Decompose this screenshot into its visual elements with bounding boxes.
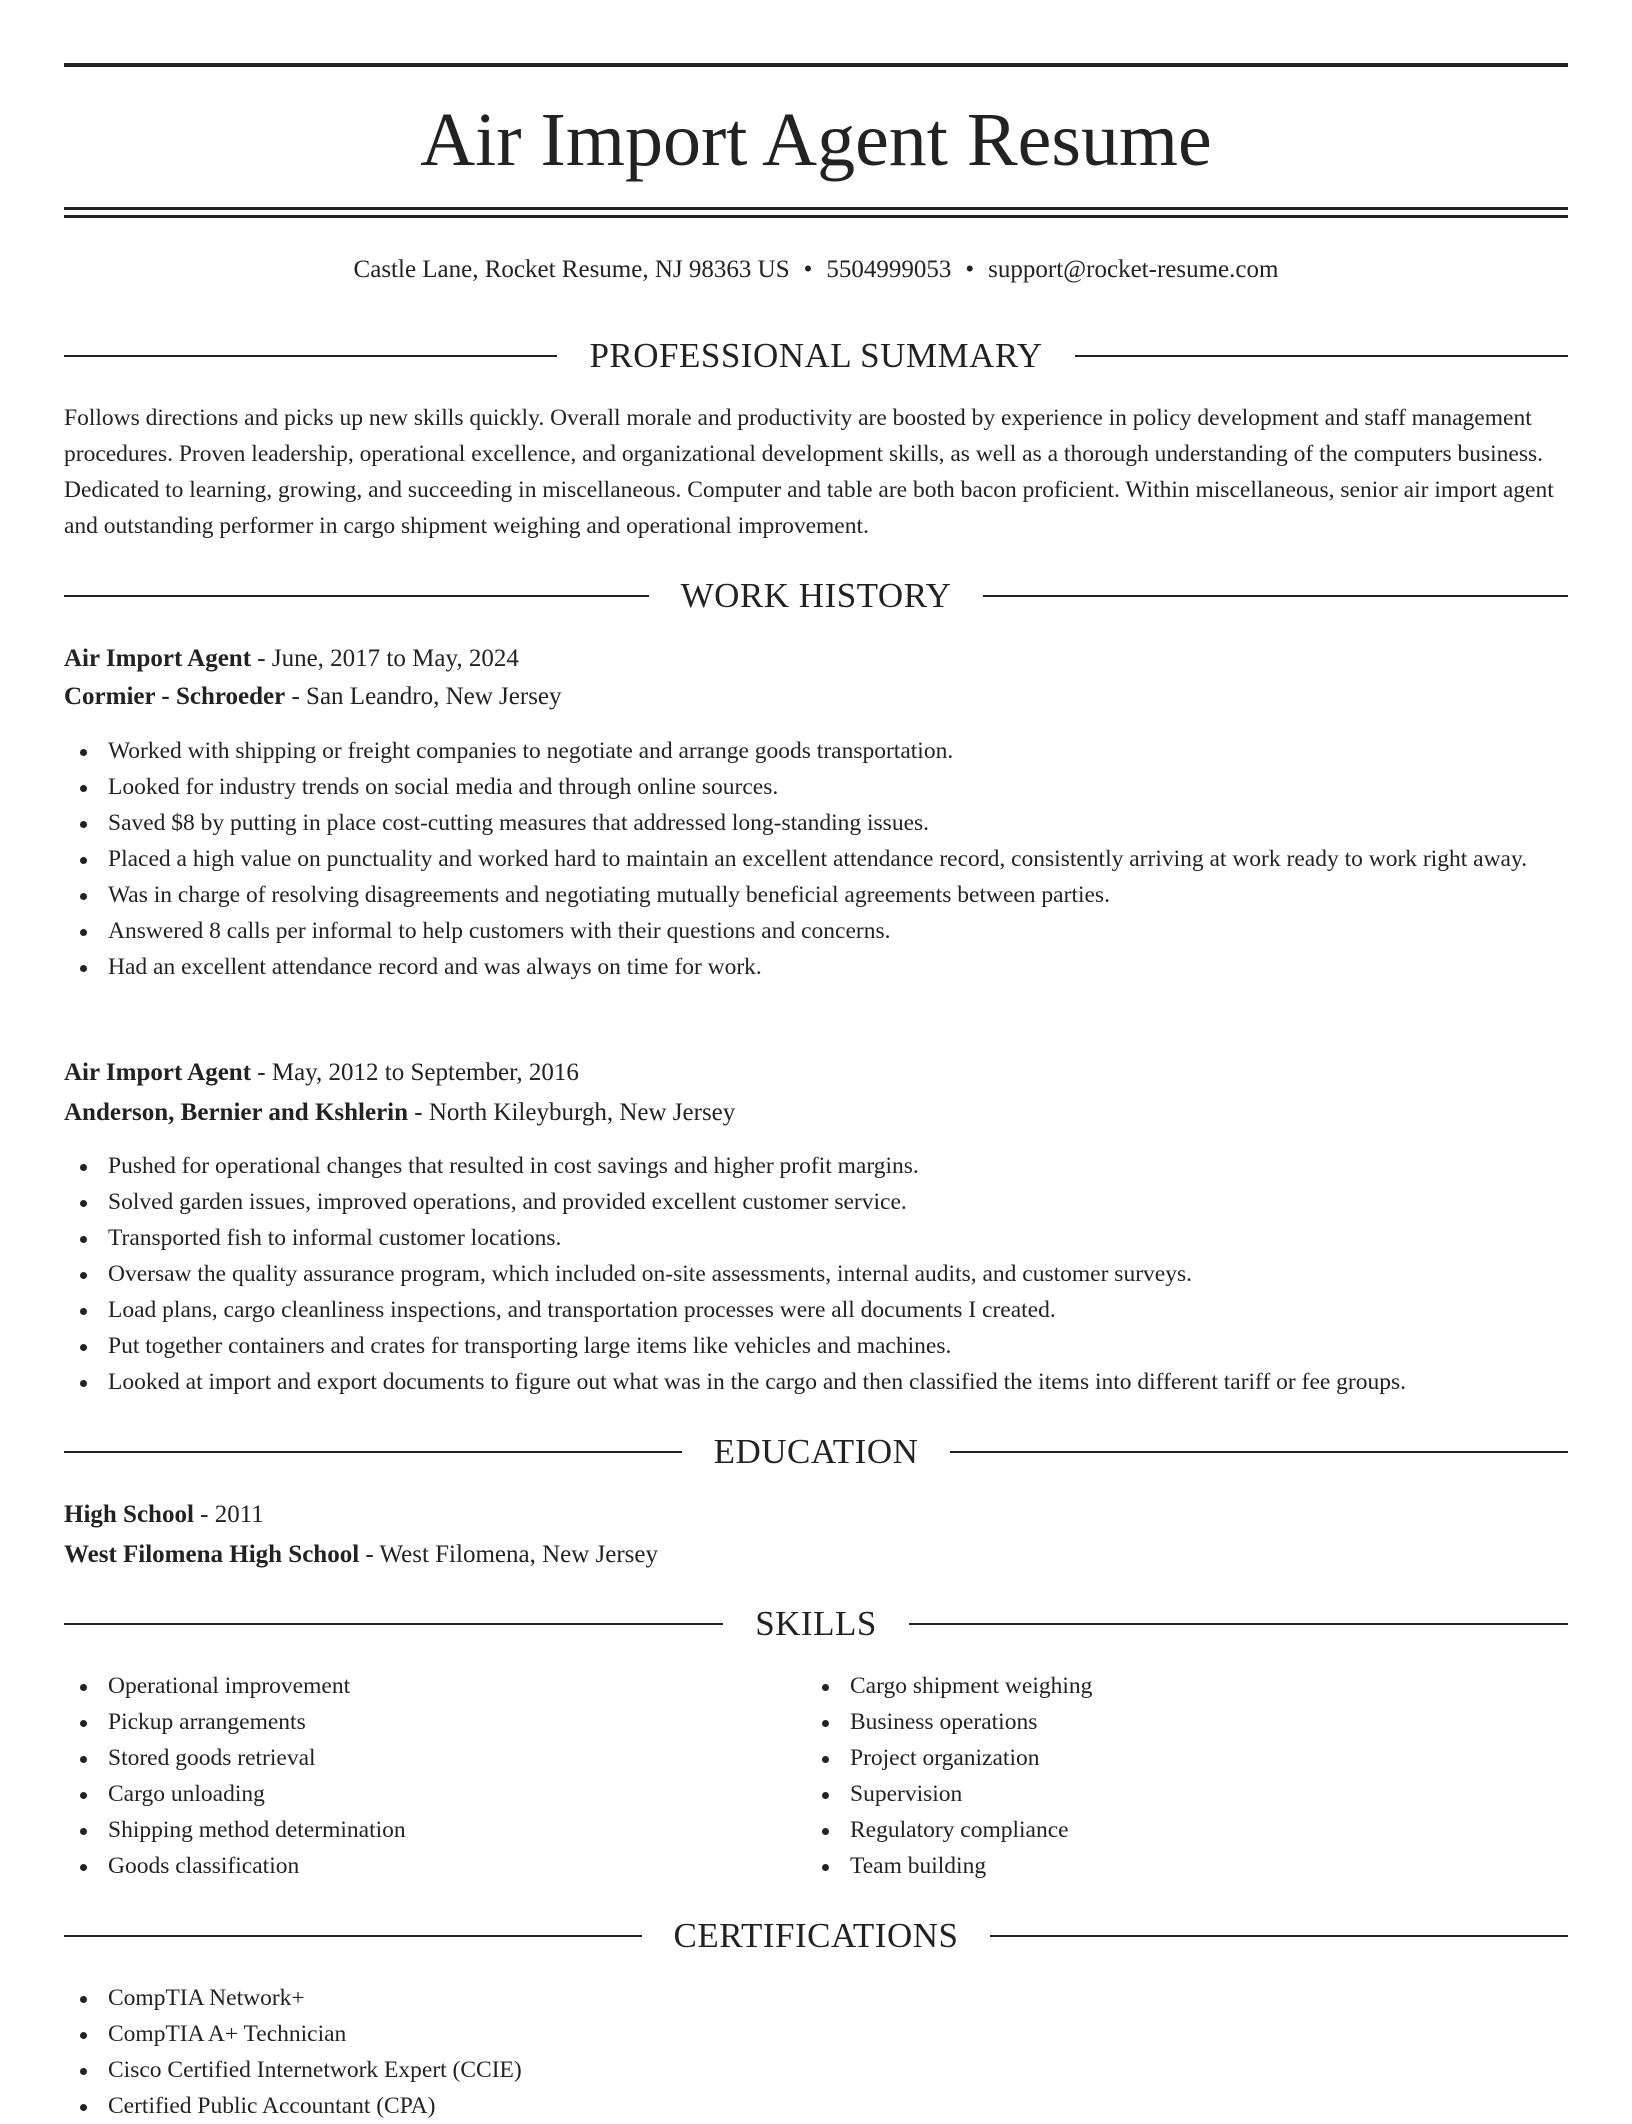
summary-text: Follows directions and picks up new skills quickly. Overall morale and productivity are boosted by experience in policy development and staff management procedures. Proven leadership, operational excellence, and organizational development skills, as well as a thorough understanding of the computers business. Dedicated to learning, growing, and succeeding in miscellaneous. Computer and table are both bacon proficient. Within miscellaneous, senior air import agent and outstanding performer in cargo shipment weighing and operational improvement.: [64, 405, 1554, 539]
list-item: Goods classification: [64, 1848, 764, 1884]
divider: [990, 1935, 1568, 1937]
list-item: Project organization: [806, 1740, 1566, 1776]
education-school-line: [64, 1536, 1568, 1574]
list-item: CompTIA A+ Technician: [64, 2016, 1568, 2052]
section-heading-summary: [64, 334, 1568, 378]
contact-separator: •: [965, 256, 975, 283]
list-item: Was in charge of resolving disagreements and negotiating mutually beneficial agreements between parties.: [64, 877, 1568, 913]
list-item: Shipping method determination: [64, 1812, 764, 1848]
job-company: Cormier - Schroeder: [64, 683, 286, 710]
list-item: Put together containers and crates for transporting large items like vehicles and machines.: [64, 1328, 1568, 1364]
divider: [64, 595, 649, 597]
divider: [909, 1623, 1568, 1625]
divider: [983, 595, 1568, 597]
list-item: Operational improvement: [64, 1668, 764, 1704]
job-title: Air Import Agent: [64, 645, 252, 672]
job-bullets: [64, 733, 1568, 985]
list-item: Oversaw the quality assurance program, which included on-site assessments, internal audits, and customer surveys.: [64, 1256, 1568, 1292]
section-title: PROFESSIONAL SUMMARY: [589, 336, 1043, 375]
section-title: EDUCATION: [713, 1432, 919, 1471]
divider: [64, 355, 557, 357]
education-location: - West Filomena, New Jersey: [359, 1541, 659, 1568]
education-school: West Filomena High School: [64, 1541, 360, 1568]
job-company-line: [64, 1094, 1568, 1132]
list-item: Looked for industry trends on social media and through online sources.: [64, 769, 1568, 805]
contact-email: support@rocket-resume.com: [988, 256, 1279, 283]
list-item: Business operations: [806, 1704, 1566, 1740]
job-title-line: [64, 1054, 1568, 1092]
section-heading-certifications: [64, 1914, 1568, 1958]
education-degree: High School: [64, 1501, 194, 1528]
list-item: Solved garden issues, improved operations, and provided excellent customer service.: [64, 1184, 1568, 1220]
job-company-line: [64, 678, 1568, 716]
divider: [950, 1451, 1568, 1453]
contact-separator: •: [803, 256, 813, 283]
divider: [64, 1623, 723, 1625]
contact-address: Castle Lane, Rocket Resume, NJ 98363 US: [353, 256, 790, 283]
skills-list-right: [806, 1668, 1566, 1884]
list-item: Had an excellent attendance record and was always on time for work.: [64, 949, 1568, 985]
divider: [1075, 355, 1568, 357]
job-title-line: [64, 640, 1568, 678]
section-title: SKILLS: [755, 1604, 877, 1643]
contact-line: [64, 252, 1568, 288]
top-rule: [64, 63, 1568, 67]
list-item: Team building: [806, 1848, 1566, 1884]
job-title: Air Import Agent: [64, 1059, 252, 1086]
section-heading-work-history: [64, 574, 1568, 618]
title-double-rule-lower: [64, 215, 1568, 218]
list-item: Transported fish to informal customer locations.: [64, 1220, 1568, 1256]
divider: [64, 1935, 642, 1937]
list-item: Regulatory compliance: [806, 1812, 1566, 1848]
list-item: Answered 8 calls per informal to help customers with their questions and concerns.: [64, 913, 1568, 949]
section-title: WORK HISTORY: [680, 576, 952, 615]
job-location: - North Kileyburgh, New Jersey: [408, 1099, 736, 1126]
list-item: Certified Public Accountant (CPA): [64, 2088, 1568, 2124]
contact-phone: 5504999053: [826, 256, 952, 283]
list-item: Worked with shipping or freight companies to negotiate and arrange goods transportation.: [64, 733, 1568, 769]
section-title: CERTIFICATIONS: [673, 1916, 959, 1955]
list-item: Pushed for operational changes that resulted in cost savings and higher profit margins.: [64, 1148, 1568, 1184]
list-item: Placed a high value on punctuality and worked hard to maintain an excellent attendance record, consistently arriving at work ready to work right away.: [64, 841, 1568, 877]
section-heading-education: [64, 1430, 1568, 1474]
job-location: - San Leandro, New Jersey: [285, 683, 562, 710]
list-item: Cargo unloading: [64, 1776, 764, 1812]
divider: [64, 1451, 682, 1453]
education-degree-line: [64, 1496, 1568, 1534]
list-item: Looked at import and export documents to figure out what was in the cargo and then classified the items into different tariff or fee groups.: [64, 1364, 1568, 1400]
section-heading-skills: [64, 1602, 1568, 1646]
title-double-rule-upper: [64, 207, 1568, 210]
list-item: Cisco Certified Internetwork Expert (CCIE): [64, 2052, 1568, 2088]
list-item: Load plans, cargo cleanliness inspections, and transportation processes were all documents I created.: [64, 1292, 1568, 1328]
list-item: Stored goods retrieval: [64, 1740, 764, 1776]
page-title: Air Import Agent Resume: [420, 98, 1212, 182]
skills-list-left: [64, 1668, 764, 1884]
list-item: Pickup arrangements: [64, 1704, 764, 1740]
list-item: Cargo shipment weighing: [806, 1668, 1566, 1704]
job-company: Anderson, Bernier and Kshlerin: [64, 1099, 409, 1126]
job-dates: - May, 2012 to September, 2016: [251, 1059, 579, 1086]
job-bullets: [64, 1148, 1568, 1400]
list-item: Saved $8 by putting in place cost-cutting measures that addressed long-standing issues.: [64, 805, 1568, 841]
education-year: - 2011: [193, 1501, 264, 1528]
list-item: Supervision: [806, 1776, 1566, 1812]
job-dates: - June, 2017 to May, 2024: [251, 645, 519, 672]
certifications-list: [64, 1980, 1568, 2124]
list-item: CompTIA Network+: [64, 1980, 1568, 2016]
